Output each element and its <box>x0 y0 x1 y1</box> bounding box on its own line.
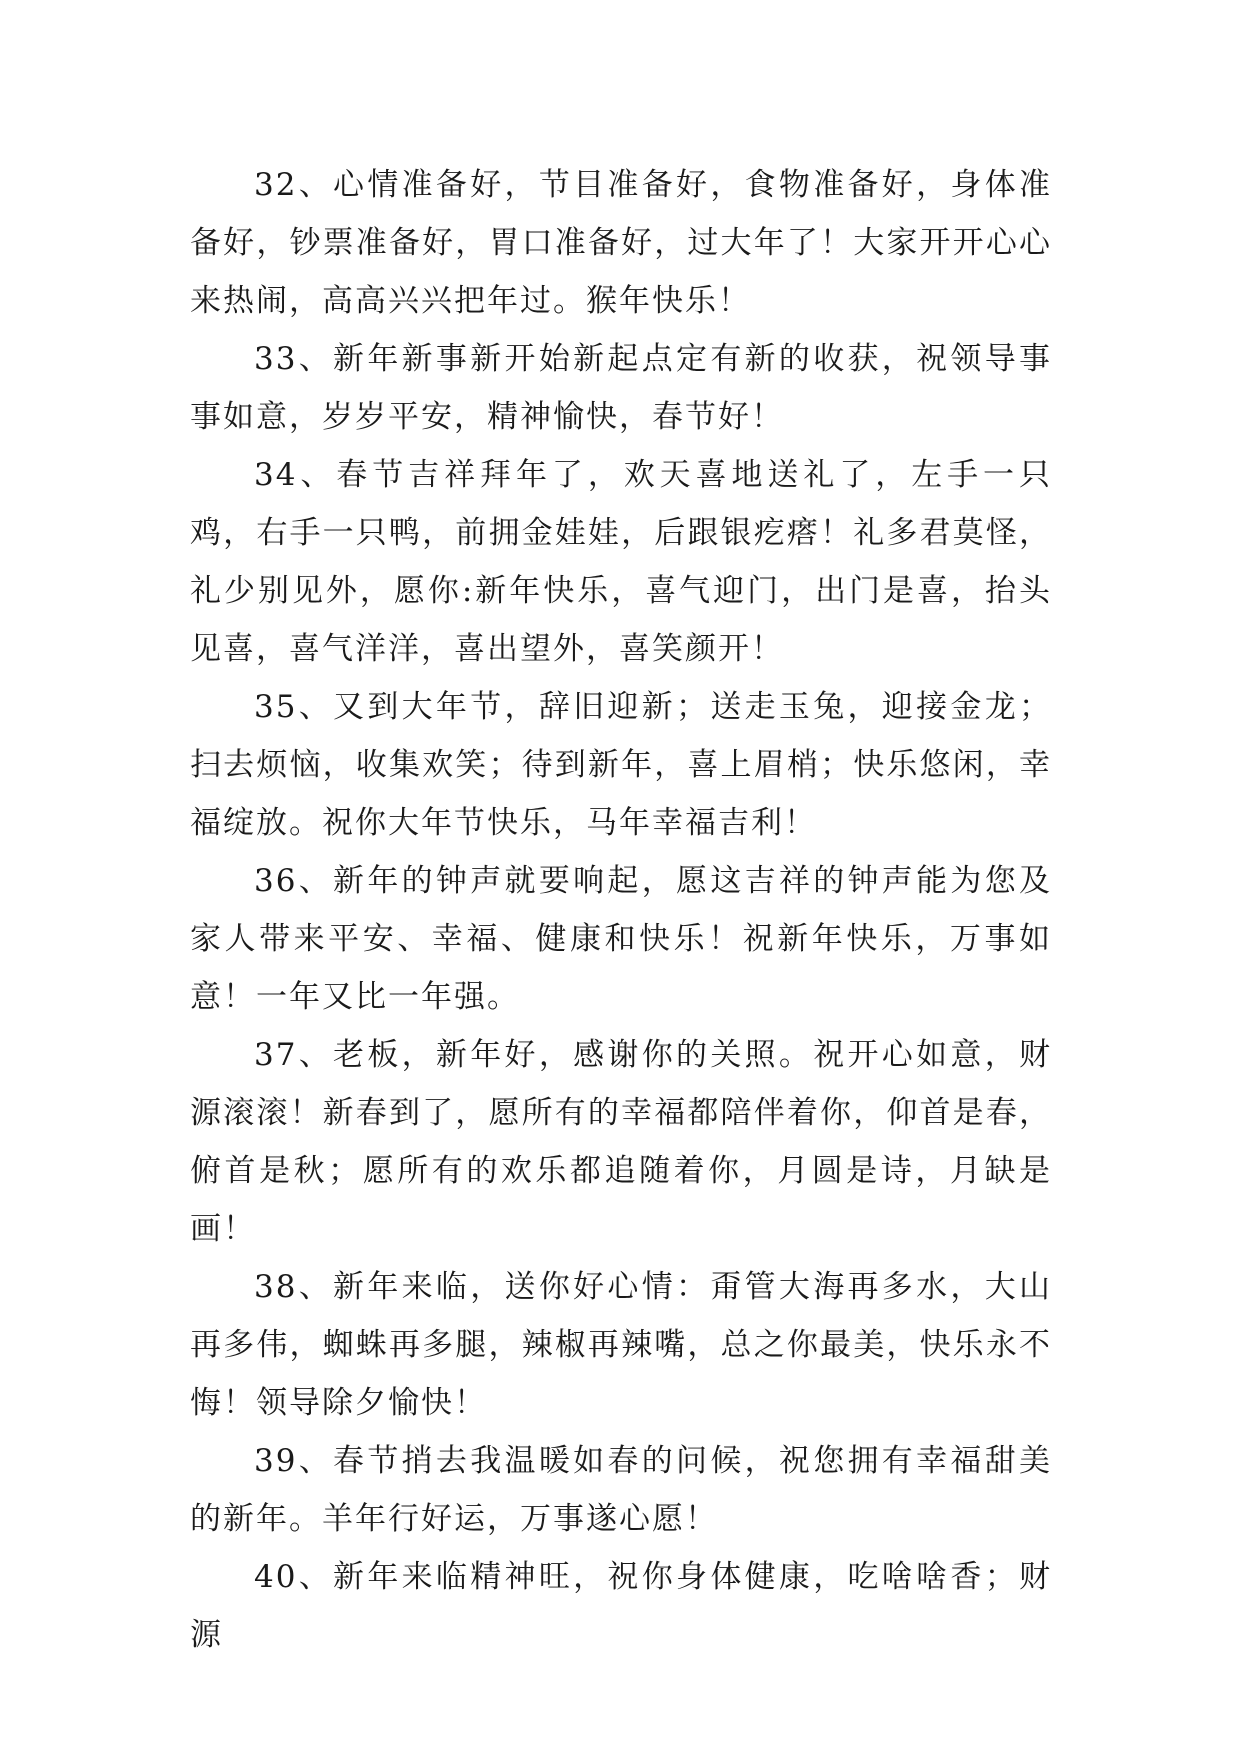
paragraph-38: 38、新年来临，送你好心情：甭管大海再多水，大山再多伟，蜘蛛再多腿，辣椒再辣嘴，总之你最美，快乐永不悔！领导除夕愉快！ <box>190 1269 1052 1421</box>
paragraph-37: 37、老板，新年好，感谢你的关照。祝开心如意，财源滚滚！新春到了，愿所有的幸福都陪伴着你，仰首是春，俯首是秋；愿所有的欢乐都追随着你，月圆是诗，月缺是画！ <box>190 1037 1052 1247</box>
paragraph-32: 32、心情准备好，节目准备好，食物准备好，身体准备好，钞票准备好，胃口准备好，过大年了！大家开开心心来热闹，高高兴兴把年过。猴年快乐！ <box>190 167 1052 319</box>
paragraph-39: 39、春节捎去我温暖如春的问候，祝您拥有幸福甜美的新年。羊年行好运，万事遂心愿！ <box>190 1443 1052 1537</box>
document-body <box>190 156 1052 1664</box>
paragraph-33: 33、新年新事新开始新起点定有新的收获，祝领导事事如意，岁岁平安，精神愉快，春节好！ <box>190 341 1052 435</box>
paragraph-34: 34、春节吉祥拜年了，欢天喜地送礼了，左手一只鸡，右手一只鸭，前拥金娃娃，后跟银疙瘩！礼多君莫怪，礼少别见外，愿你:新年快乐，喜气迎门，出门是喜，抬头见喜，喜气洋洋，喜出望外，喜笑颜开！ <box>190 457 1052 667</box>
paragraph-36: 36、新年的钟声就要响起，愿这吉祥的钟声能为您及家人带来平安、幸福、健康和快乐！祝新年快乐，万事如意！一年又比一年强。 <box>190 863 1052 1015</box>
paragraph-40: 40、新年来临精神旺，祝你身体健康，吃啥啥香；财源 <box>190 1559 1052 1653</box>
paragraph-35: 35、又到大年节，辞旧迎新；送走玉兔，迎接金龙；扫去烦恼，收集欢笑；待到新年，喜上眉梢；快乐悠闲，幸福绽放。祝你大年节快乐，马年幸福吉利！ <box>190 689 1052 841</box>
